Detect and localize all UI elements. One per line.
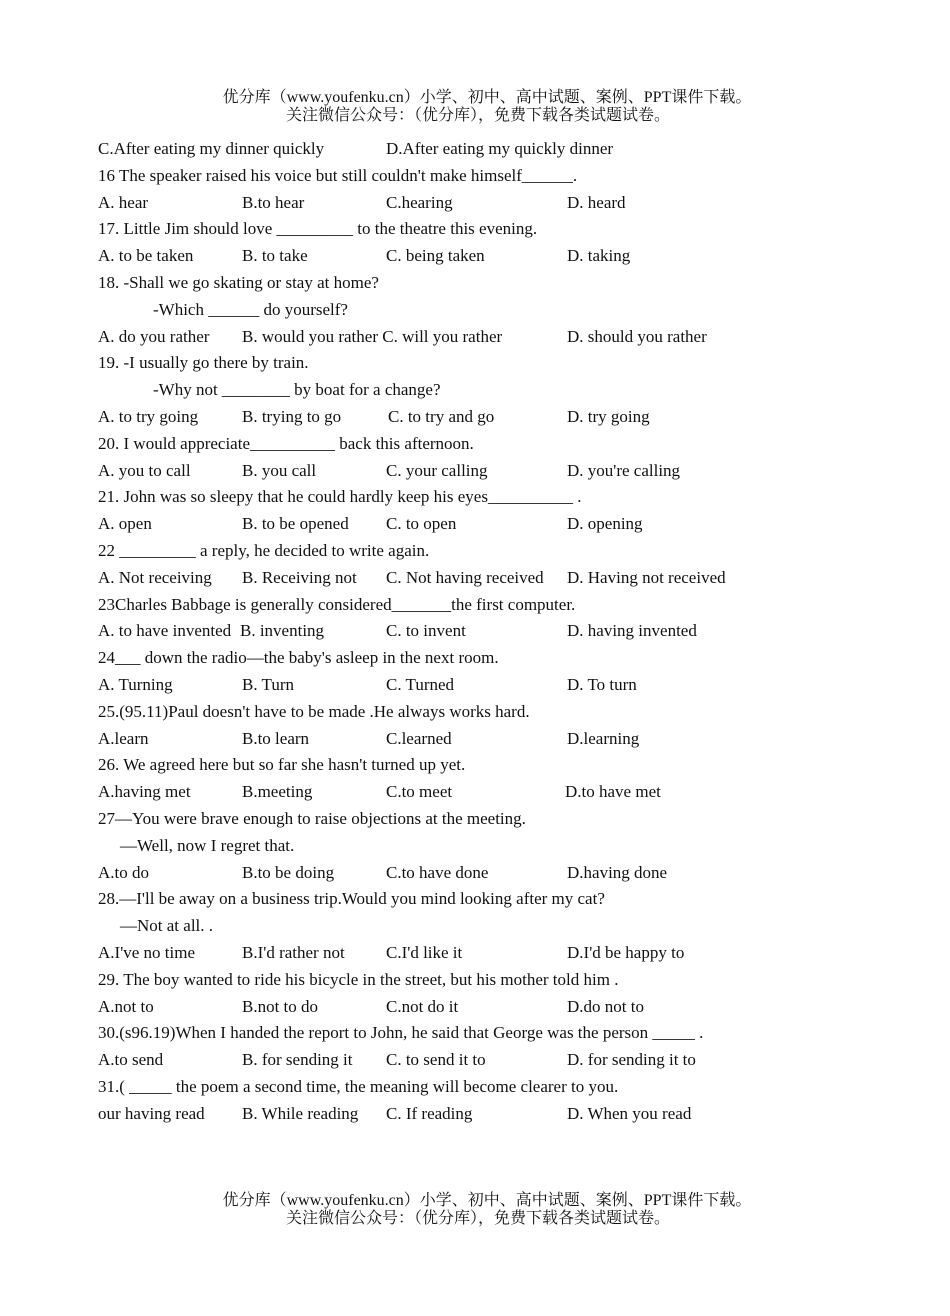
option-2: C. to open xyxy=(386,514,457,534)
question-stem xyxy=(98,806,918,833)
question-stem xyxy=(98,163,918,190)
option-2: C. being taken xyxy=(386,246,485,266)
question-stem xyxy=(98,1020,918,1047)
dialogue-line xyxy=(98,297,918,324)
question-stem xyxy=(98,350,918,377)
option-0: A. to have invented xyxy=(98,621,232,641)
option-3: D. taking xyxy=(567,246,631,266)
options-row xyxy=(98,458,918,485)
option-2: C.to meet xyxy=(386,782,453,802)
page-header xyxy=(0,89,950,125)
option-1: B. to be opened xyxy=(242,514,349,534)
option-1: B.to be doing xyxy=(242,862,335,882)
option-1: B. to take xyxy=(242,246,308,266)
dialogue-line xyxy=(98,913,918,940)
option-1: B. you call xyxy=(242,460,317,480)
option-3: D. you're calling xyxy=(567,460,681,480)
footer-line-1: 优分库（www.youfenku.cn）小学、初中、高中试题、案例、PPT课件下载。 xyxy=(222,1192,752,1209)
option-1: B. for sending it xyxy=(242,1050,353,1070)
option-0: A.learn xyxy=(98,728,149,748)
line-text: 21. John was so sleepy that he could hardly keep his eyes__________ . xyxy=(98,487,582,507)
question-stem xyxy=(98,886,918,913)
options-row xyxy=(98,511,918,538)
option-3: D.I'd be happy to xyxy=(567,942,685,962)
line-text: 22 _________ a reply, he decided to write again. xyxy=(98,540,430,560)
option-2: C. to try and go xyxy=(388,406,495,426)
options-row xyxy=(98,324,918,351)
option-1: B.not to do xyxy=(242,996,319,1016)
line-text: 19. -I usually go there by train. xyxy=(98,353,309,373)
option-0: A. Turning xyxy=(98,674,173,694)
option-0: C.After eating my dinner quickly xyxy=(98,139,325,158)
line-text: 24___ down the radio—the baby's asleep in the next room. xyxy=(98,648,499,668)
option-1: D.After eating my quickly dinner xyxy=(386,139,614,158)
options-row xyxy=(98,672,918,699)
option-0: A. to be taken xyxy=(98,246,194,266)
option-0: A.not to xyxy=(98,996,154,1016)
line-text: 25.(95.11)Paul doesn't have to be made .He always works hard. xyxy=(98,701,530,721)
line-text: 26. We agreed here but so far she hasn't turned up yet. xyxy=(98,755,466,775)
option-2: C. Not having received xyxy=(386,567,544,587)
option-2: D. should you rather xyxy=(567,326,707,346)
option-0: A. Not receiving xyxy=(98,567,212,587)
option-0: A.to send xyxy=(98,1050,164,1070)
option-1: B. trying to go xyxy=(242,406,342,426)
line-text: —Not at all. . xyxy=(120,916,214,936)
option-1: B.I'd rather not xyxy=(242,942,345,962)
option-3: D. When you read xyxy=(567,1103,692,1123)
option-3: D.do not to xyxy=(567,996,644,1016)
question-stem xyxy=(98,216,918,243)
question-stem xyxy=(98,538,918,565)
options-row xyxy=(98,404,918,431)
question-list xyxy=(98,136,918,1127)
options-row xyxy=(98,779,918,806)
option-0: A. do you rather xyxy=(98,326,210,346)
line-text: 17. Little Jim should love _________ to the theatre this evening. xyxy=(98,219,538,239)
options-row xyxy=(98,726,918,753)
question-stem xyxy=(98,645,918,672)
option-2: C.I'd like it xyxy=(386,942,463,962)
dialogue-line xyxy=(98,377,918,404)
page-footer xyxy=(0,1192,950,1228)
options-row xyxy=(98,1101,918,1128)
options-row xyxy=(98,190,918,217)
option-2: C. to invent xyxy=(386,621,466,641)
question-stem xyxy=(98,592,918,619)
option-2: C.learned xyxy=(386,728,452,748)
dialogue-line xyxy=(98,833,918,860)
options-row xyxy=(98,860,918,887)
option-0: A. you to call xyxy=(98,460,191,480)
line-text: 30.(s96.19)When I handed the report to John, he said that George was the person _____ . xyxy=(98,1023,704,1043)
option-2: C. Turned xyxy=(386,674,455,694)
option-3: D.having done xyxy=(567,862,668,882)
line-text: 28.—I'll be away on a business trip.Would you mind looking after my cat? xyxy=(98,889,605,909)
option-1: B. While reading xyxy=(242,1103,359,1123)
question-stem xyxy=(98,1074,918,1101)
line-text: —Well, now I regret that. xyxy=(120,835,295,855)
question-stem xyxy=(98,752,918,779)
option-3: D.to have met xyxy=(565,782,661,802)
question-stem xyxy=(98,484,918,511)
options-row xyxy=(98,243,918,270)
option-1: B. would you rather C. will you rather xyxy=(242,326,503,346)
options-row xyxy=(98,565,918,592)
question-stem xyxy=(98,431,918,458)
option-2: C.not do it xyxy=(386,996,459,1016)
line-text: -Why not ________ by boat for a change? xyxy=(153,380,441,400)
option-3: D. opening xyxy=(567,514,643,534)
options-row xyxy=(98,1047,918,1074)
option-2: C. If reading xyxy=(386,1103,473,1123)
option-1: B. Turn xyxy=(242,674,294,694)
line-text: -Which ______ do yourself? xyxy=(153,299,348,319)
option-3: D. Having not received xyxy=(567,567,726,587)
options-row xyxy=(98,994,918,1021)
option-3: D. heard xyxy=(567,192,626,212)
option-3: D. for sending it to xyxy=(567,1050,696,1070)
option-3: D. having invented xyxy=(567,621,697,641)
question-stem xyxy=(98,270,918,297)
line-text: 31.( _____ the poem a second time, the meaning will become clearer to you. xyxy=(98,1076,619,1096)
option-0: A. to try going xyxy=(98,406,199,426)
question-stem xyxy=(98,699,918,726)
options-row xyxy=(98,940,918,967)
line-text: 20. I would appreciate__________ back this afternoon. xyxy=(98,433,474,453)
option-3: D. To turn xyxy=(567,674,637,694)
option-2: C.hearing xyxy=(386,192,453,212)
option-3: D. try going xyxy=(567,406,650,426)
line-text: 23Charles Babbage is generally considered_______the first computer. xyxy=(98,594,576,614)
option-3: D.learning xyxy=(567,728,640,748)
option-1: B.to hear xyxy=(242,192,305,212)
options-row xyxy=(98,618,918,645)
header-line-1: 优分库（www.youfenku.cn）小学、初中、高中试题、案例、PPT课件下载。 xyxy=(222,89,752,106)
option-1: B.to learn xyxy=(242,728,310,748)
option-2: C. to send it to xyxy=(386,1050,486,1070)
question-stem xyxy=(98,967,918,994)
option-1: B. inventing xyxy=(240,621,325,641)
line-text: 16 The speaker raised his voice but still couldn't make himself______. xyxy=(98,165,578,185)
option-0: A.to do xyxy=(98,862,149,882)
line-text: 27—You were brave enough to raise objections at the meeting. xyxy=(98,808,526,828)
option-2: C. your calling xyxy=(386,460,488,480)
option-0: A. open xyxy=(98,514,152,534)
option-1: B. Receiving not xyxy=(242,567,357,587)
option-2: C.to have done xyxy=(386,862,489,882)
line-text: 29. The boy wanted to ride his bicycle in the street, but his mother told him . xyxy=(98,969,619,989)
option-0: A.I've no time xyxy=(98,942,196,962)
option-0: our having read xyxy=(98,1103,205,1123)
footer-line-2: 关注微信公众号：（优分库），免费下载各类试题试卷。 xyxy=(285,1210,670,1227)
option-1: B.meeting xyxy=(242,782,313,802)
line-text: 18. -Shall we go skating or stay at home? xyxy=(98,272,379,292)
option-0: A. hear xyxy=(98,192,149,212)
header-line-2: 关注微信公众号：（优分库），免费下载各类试题试卷。 xyxy=(285,107,670,124)
options-row xyxy=(98,136,918,163)
option-0: A.having met xyxy=(98,782,191,802)
